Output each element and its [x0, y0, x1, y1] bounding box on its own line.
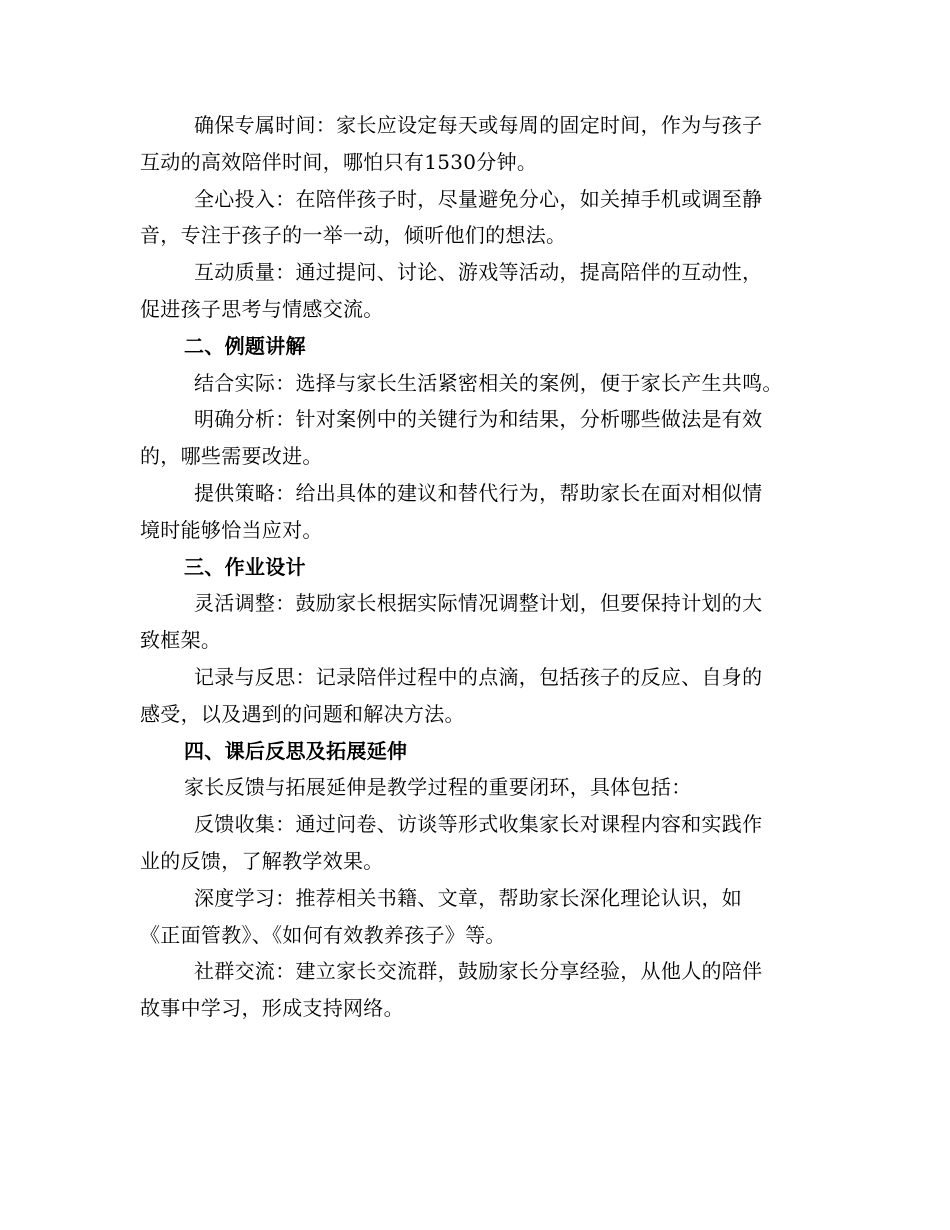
section-heading: 二、例题讲解: [184, 333, 306, 358]
paragraph-line: 感受，以及遇到的问题和解决方法。: [140, 701, 465, 726]
paragraph-line: 音，专注于孩子的一举一动，倾听他们的想法。: [140, 223, 567, 248]
paragraph-line: 社群交流：建立家长交流群，鼓励家长分享经验，从他人的陪伴: [194, 959, 763, 984]
paragraph-line: 结合实际：选择与家长生活紧密相关的案例，便于家长产生共鸣。: [194, 370, 783, 395]
paragraph-line: 《正面管教》、《如何有效教养孩子》等。: [140, 922, 506, 947]
paragraph-line: 明确分析：针对案例中的关键行为和结果，分析哪些做法是有效: [194, 407, 763, 432]
paragraph-line: 深度学习：推荐相关书籍、文章，帮助家长深化理论认识，如: [194, 885, 743, 910]
paragraph-line: 互动质量：通过提问、讨论、游戏等活动，提高陪伴的互动性，: [194, 260, 763, 285]
paragraph-line: 反馈收集：通过问卷、访谈等形式收集家长对课程内容和实践作: [194, 812, 763, 837]
paragraph-line: 灵活调整：鼓励家长根据实际情况调整计划，但要保持计划的大: [194, 591, 763, 616]
paragraph-line: 互动的高效陪伴时间，哪怕只有1530分钟。: [140, 149, 538, 174]
paragraph-line: 提供策略：给出具体的建议和替代行为，帮助家长在面对相似情: [194, 481, 763, 505]
paragraph-line: 业的反馈，了解教学效果。: [140, 849, 384, 873]
paragraph-line: 境时能够恰当应对。: [140, 517, 323, 542]
paragraph-line: 记录与反思：记录陪伴过程中的点滴，包括孩子的反应、自身的: [194, 665, 763, 689]
section-heading: 三、作业设计: [184, 554, 306, 579]
paragraph-line: 故事中学习，形成支持网络。: [140, 996, 404, 1021]
paragraph-line: 确保专属时间：家长应设定每天或每周的固定时间，作为与孩子: [194, 113, 763, 137]
paragraph-line: 家长反馈与拓展延伸是教学过程的重要闭环，具体包括：: [184, 775, 692, 800]
paragraph-line: 的，哪些需要改进。: [140, 444, 323, 469]
section-heading: 四、课后反思及拓展延伸: [184, 738, 408, 763]
paragraph-line: 促进孩子思考与情感交流。: [140, 297, 384, 321]
paragraph-line: 全心投入：在陪伴孩子时，尽量避免分心，如关掉手机或调至静: [194, 186, 763, 211]
paragraph-line: 致框架。: [140, 628, 222, 653]
